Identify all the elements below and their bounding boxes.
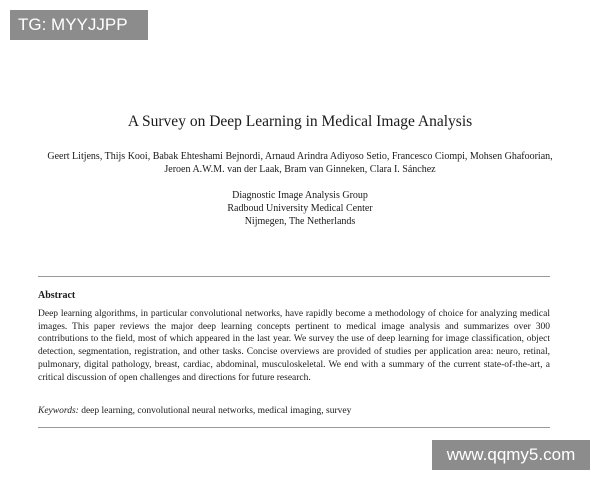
paper-title: A Survey on Deep Learning in Medical Image Analysis: [127, 113, 473, 130]
keywords-line: [38, 405, 550, 417]
watermark-bottom-right: www.qqmy5.com: [432, 440, 590, 470]
affiliation-block: [0, 189, 600, 228]
keywords-label: Keywords:: [38, 406, 79, 416]
abstract-heading: Abstract: [38, 290, 76, 301]
watermark-top-left: TG: MYYJJPP: [10, 10, 148, 40]
keywords-text: deep learning, convolutional neural networks, medical imaging, survey: [81, 406, 352, 416]
abstract-text: Deep learning algorithms, in particular convolutional networks, have rapidly become a methodology of choice for analyzing medical images. This paper reviews the major deep learning concepts pertinent to medical image analysis and summarizes over 300 contributions to the field, most of which appeared in the last year. We survey the use of deep learning for image classification, object detection, segmentation, registration, and other tasks. Concise overviews are provided of studies per application area: neuro, retinal, pulmonary, digital pathology, breast, cardiac, abdominal, musculoskeletal. We end with a summary of the current state-of-the-art, a critical discussion of open challenges and directions for future research.: [38, 309, 550, 383]
divider-top: [38, 276, 550, 277]
affiliation-institution: Radboud University Medical Center: [227, 203, 373, 214]
affiliation-location: Nijmegen, The Netherlands: [244, 216, 356, 227]
author-list: Geert Litjens, Thijs Kooi, Babak Ehteshami Bejnordi, Arnaud Arindra Adiyoso Setio, Francesco Ciompi, Mohsen Ghafoorian, Jeroen A.W.M. van der Laak, Bram van Ginneken, Clara I. Sánchez: [47, 151, 553, 175]
divider-bottom: [38, 427, 550, 428]
affiliation-group: Diagnostic Image Analysis Group: [232, 190, 368, 201]
